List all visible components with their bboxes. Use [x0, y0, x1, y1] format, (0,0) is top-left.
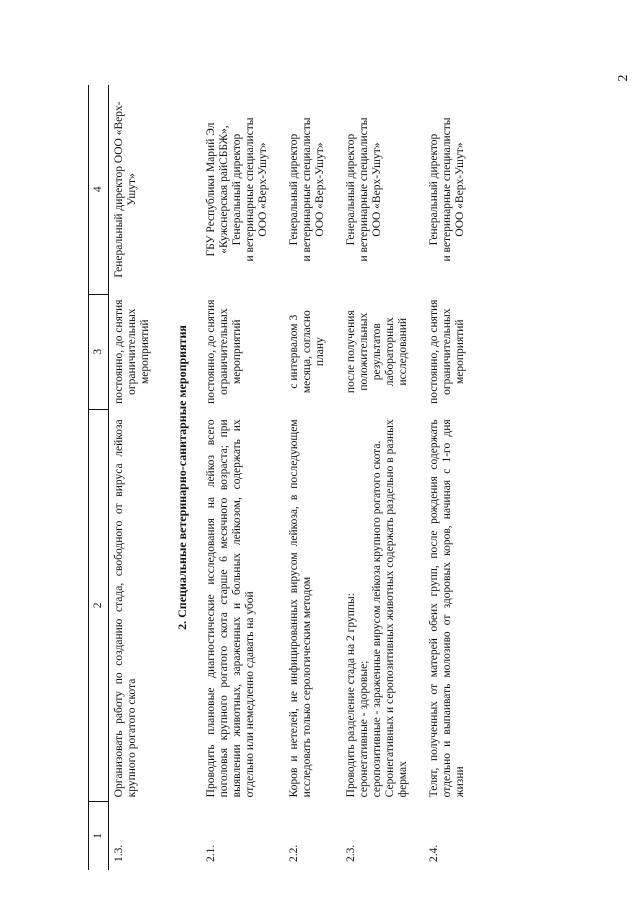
measure-line: серонегативные - здоровые; — [358, 660, 370, 798]
header-col-2: 2 — [89, 409, 109, 801]
responsible-line: ООО «Верх-Ушут» — [371, 142, 383, 237]
header-col-3: 3 — [89, 294, 109, 409]
table-row — [341, 85, 424, 870]
responsible-line: и ветеринарные специалисты — [358, 117, 370, 262]
responsible-line: Генеральный директор — [288, 133, 300, 246]
row-term: постоянно, до снятия ограничительных мероприятий — [428, 299, 466, 404]
measure-line: Проводить разделение стада на 2 группы: — [345, 593, 357, 798]
responsible-line: ГБУ Республики Марий Эл — [205, 122, 217, 257]
row-measure — [341, 409, 424, 801]
responsible-line: Генеральный директор — [428, 133, 440, 246]
row-term: постоянно, до снятия ограничительных мероприятий — [113, 299, 151, 404]
row-number: 2.1. — [205, 844, 217, 862]
row-measure: Проводить плановые диагностические исследования на лейкоз всего поголовья крупного рогатого скота старше 6 месячного возраста; при выявлении животных, зараженных и больных лейкозом, содержать их отдельно или немедленно сдавать на убой — [205, 419, 256, 798]
responsible-line: и ветеринарные специалисты — [441, 117, 453, 262]
responsible-line: и ветеринарные специалисты — [301, 117, 313, 262]
row-measure: Телят, полученных от матерей обеих групп, после рождения содержать отдельно и выпаивать молозиво от здоровых коров, начиная с 1-го дня жизни — [428, 419, 466, 798]
responsible-line: ООО «Верх-Ушут» — [314, 142, 326, 237]
responsible-line: Генеральный директор — [345, 133, 357, 246]
row-number: 2.3. — [345, 844, 357, 862]
header-col-4: 4 — [89, 85, 109, 294]
row-measure: Организовать работу по созданию стада, свободного от вируса лейкоза крупного рогатого скота — [113, 419, 138, 798]
measure-line: серопозитивные - зараженные вирусом лейкоза крупного рогатого скота. — [371, 440, 383, 798]
row-term: с интервалом 3 месяца, согласно плану — [288, 310, 326, 394]
row-number: 2.2. — [288, 844, 300, 862]
row-responsible — [341, 85, 424, 294]
row-responsible — [424, 85, 481, 294]
responsible-line: ООО «Верх-Ушут» — [257, 142, 269, 237]
measures-table — [88, 85, 481, 870]
section-heading-row — [166, 85, 201, 870]
responsible-line: и ветеринарные специалисты — [244, 117, 256, 262]
row-term: после получения положительных результатов лабораторных исследований — [345, 310, 409, 394]
row-responsible — [284, 85, 341, 294]
responsible-line: ООО «Верх-Ушут» — [454, 142, 466, 237]
page-number: 2 — [616, 74, 631, 82]
table-row — [424, 85, 481, 870]
responsible-line: «Кужснерская райСББЖ», — [218, 125, 230, 254]
row-number: 2.4. — [428, 844, 440, 862]
table-row — [201, 85, 284, 870]
row-responsible: Генеральный директор ООО «Верх-Ушут» — [113, 101, 138, 278]
row-number: 1.3. — [113, 844, 125, 862]
table-header-row — [89, 85, 109, 870]
row-measure: Коров и нетелей, не инфицированных вирусом лейкоза, в последующем исследовать только серологическим методом — [288, 419, 313, 798]
section-2-title: 2. Специальные ветеринарно-санитарные мероприятия — [175, 325, 189, 630]
rotated-table-container — [88, 85, 618, 870]
measure-line: Серонегативных и серопозитивных животных содержать раздельно в разных фермах — [384, 419, 409, 798]
row-responsible — [201, 85, 284, 294]
table-row — [109, 85, 167, 870]
header-col-1: 1 — [89, 801, 109, 870]
table-row — [284, 85, 341, 870]
responsible-line: Генеральный директор — [231, 133, 243, 246]
row-term: постоянно, до снятия ограничительных мероприятий — [205, 299, 243, 404]
